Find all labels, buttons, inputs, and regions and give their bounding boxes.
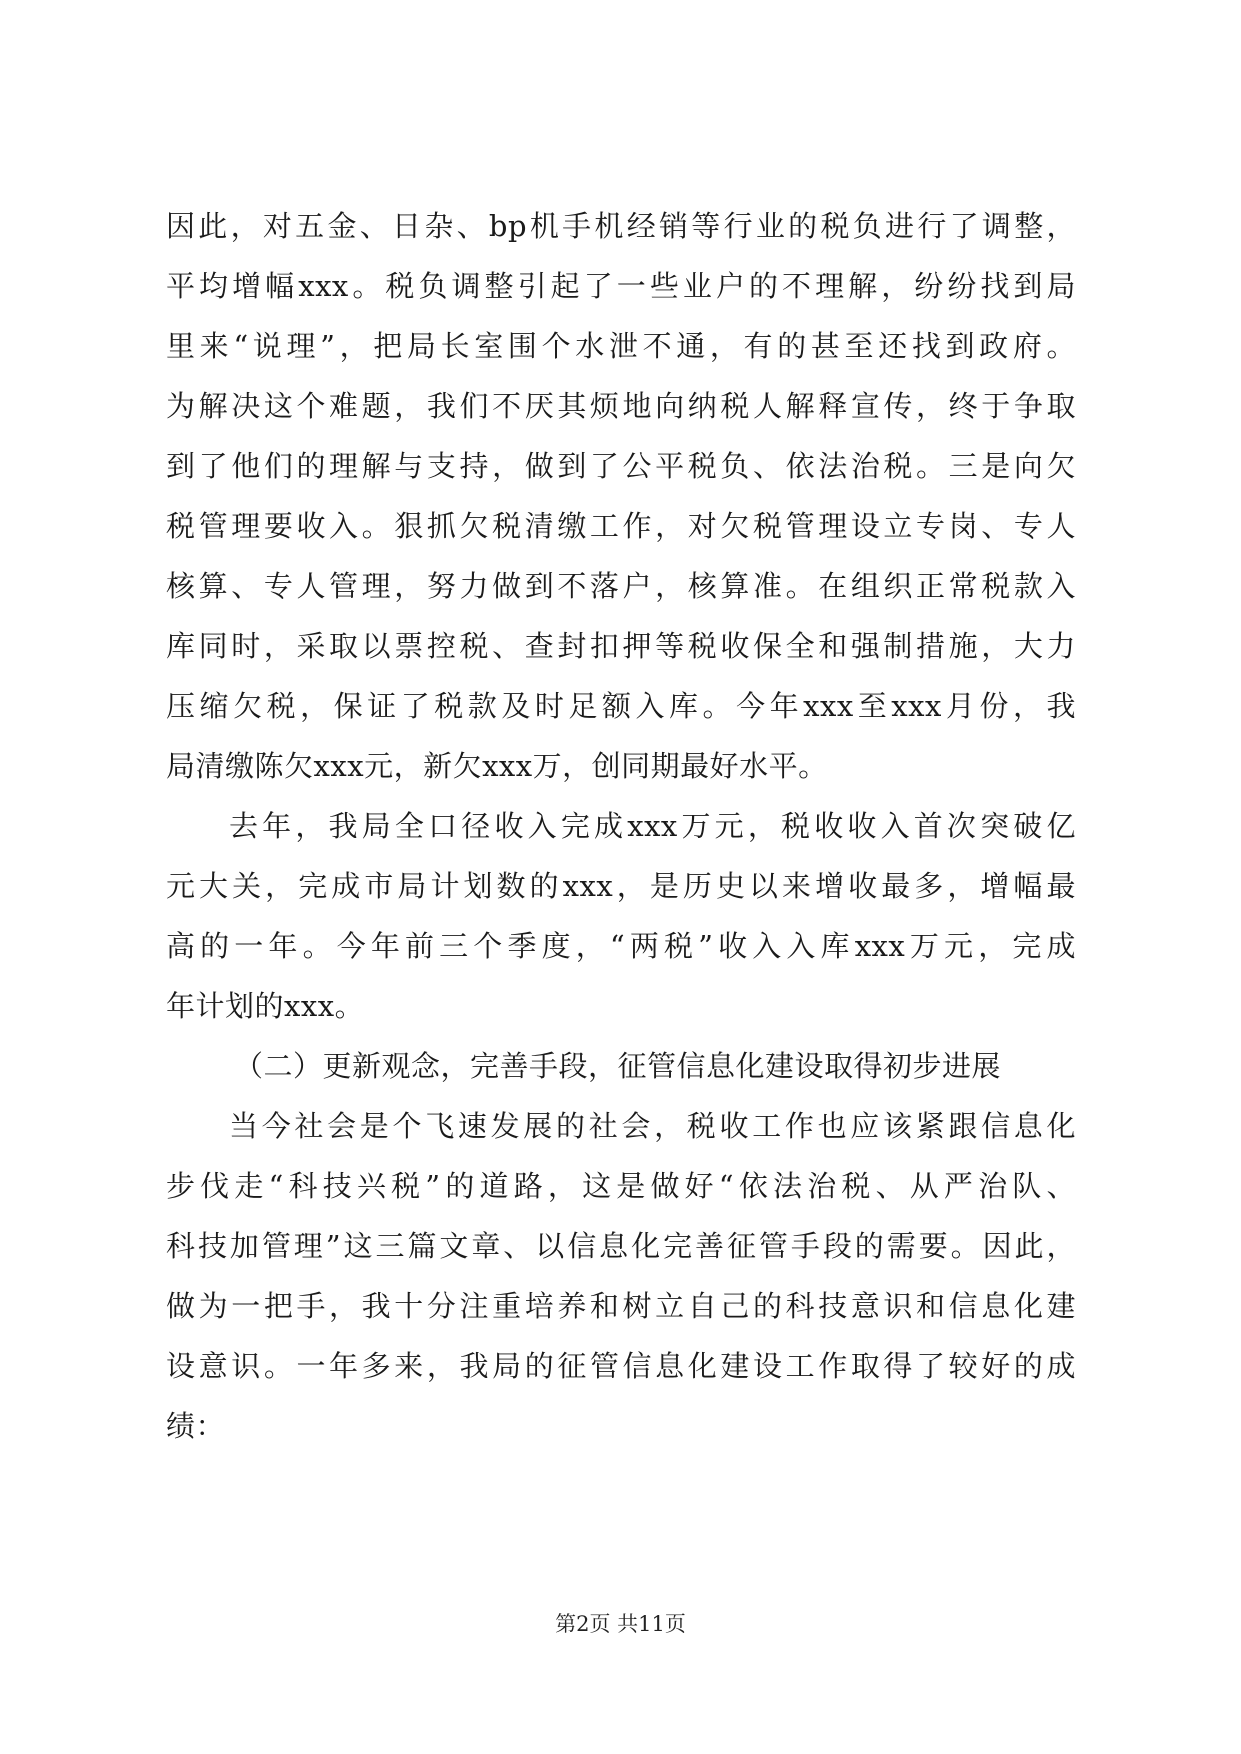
text-line: 到了他们的理解与支持，做到了公平税负、依法治税。三是向欠: [166, 449, 1076, 483]
text-line: 步伐走“科技兴税”的道路，这是做好“依法治税、从严治队、: [166, 1169, 1076, 1203]
paragraph-start-line: 去年，我局全口径收入完成xxx万元，税收收入首次突破亿: [229, 809, 1076, 843]
text-line: 高的一年。今年前三个季度，“两税”收入入库xxx万元，完成: [166, 929, 1076, 963]
text-line: 绩：: [166, 1409, 226, 1443]
text-line: 里来“说理”，把局长室围个水泄不通，有的甚至还找到政府。: [166, 329, 1076, 363]
page-number-footer: 第2页 共11页: [555, 1612, 686, 1636]
text-line: 年计划的xxx。: [166, 989, 365, 1023]
text-line: 做为一把手，我十分注重培养和树立自己的科技意识和信息化建: [166, 1289, 1076, 1323]
text-line: 税管理要收入。狠抓欠税清缴工作，对欠税管理设立专岗、专人: [166, 509, 1076, 543]
text-line: 元大关，完成市局计划数的xxx，是历史以来增收最多，增幅最: [166, 869, 1076, 903]
text-line: 库同时，采取以票控税、查封扣押等税收保全和强制措施，大力: [166, 629, 1076, 663]
text-line: 局清缴陈欠xxx元，新欠xxx万，创同期最好水平。: [166, 749, 828, 783]
paragraph-start-line: 当今社会是个飞速发展的社会，税收工作也应该紧跟信息化: [229, 1109, 1076, 1143]
text-line: 设意识。一年多来，我局的征管信息化建设工作取得了较好的成: [166, 1349, 1076, 1383]
text-line: 压缩欠税，保证了税款及时足额入库。今年xxx至xxx月份，我: [166, 689, 1076, 723]
text-line: 核算、专人管理，努力做到不落户，核算准。在组织正常税款入: [166, 569, 1076, 603]
text-line: 因此，对五金、日杂、bp机手机经销等行业的税负进行了调整，: [166, 209, 1076, 243]
section-heading: （二）更新观念，完善手段，征管信息化建设取得初步进展: [234, 1049, 1002, 1083]
text-line: 为解决这个难题，我们不厌其烦地向纳税人解释宣传，终于争取: [166, 389, 1076, 423]
text-line: 平均增幅xxx。税负调整引起了一些业户的不理解，纷纷找到局: [166, 269, 1076, 303]
text-line: 科技加管理”这三篇文章、以信息化完善征管手段的需要。因此，: [166, 1229, 1076, 1263]
document-body: [166, 196, 1076, 1456]
